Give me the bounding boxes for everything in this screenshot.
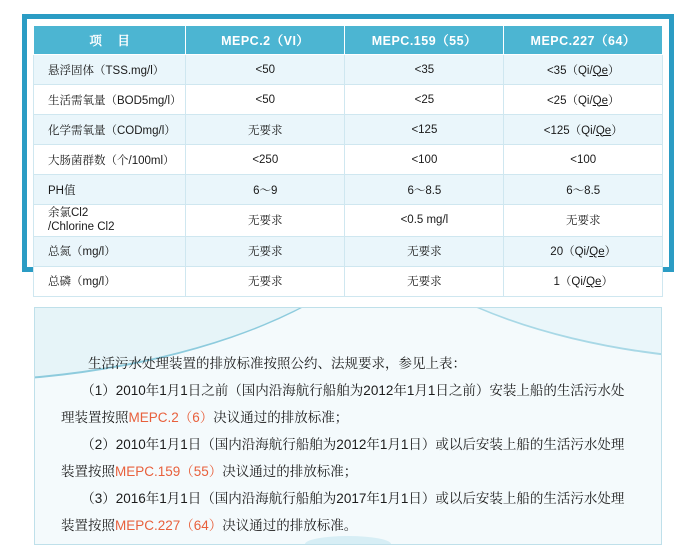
decorative-bottom-arc	[305, 536, 391, 545]
notes-item-2-post: 决议通过的排放标准；	[222, 464, 358, 479]
notes-item-1-pre: （1）2010年1月1日之前（国内沿海航行船舶为2012年1月1日之前）安装上船的生活污水处理装置按照	[61, 383, 625, 425]
cell-mepc159: 6～8.5	[345, 175, 504, 205]
cell-mepc227: <100	[504, 145, 663, 175]
discharge-standards-table	[33, 25, 663, 297]
cell-mepc227: 无要求	[504, 205, 663, 237]
column-header-mepc159: MEPC.159（55）	[345, 26, 504, 55]
notes-item-3-post: 决议通过的排放标准。	[222, 518, 358, 533]
cell-mepc2: 无要求	[186, 266, 345, 296]
notes-item-1	[61, 377, 635, 431]
notes-intro	[61, 350, 635, 377]
row-label: 余氯Cl2 /Chlorine Cl2	[34, 205, 186, 237]
row-label: 总氮（mg/l）	[34, 236, 186, 266]
cell-mepc227: <25（Qi/Qe）	[504, 85, 663, 115]
table-header-row	[34, 26, 663, 55]
cell-mepc159: 无要求	[345, 266, 504, 296]
cell-mepc2: <50	[186, 85, 345, 115]
notes-item-3	[61, 485, 635, 539]
notes-item-2-pre: （2）2010年1月1日（国内沿海航行船舶为2012年1月1日）或以后安装上船的生活污水处理装置按照	[61, 437, 625, 479]
cell-mepc227: <125（Qi/Qe）	[504, 115, 663, 145]
cell-mepc159: <125	[345, 115, 504, 145]
cell-mepc159: 无要求	[345, 236, 504, 266]
row-label: 悬浮固体（TSS.mg/l）	[34, 55, 186, 85]
table-row	[34, 266, 663, 296]
column-header-mepc2: MEPC.2（VI）	[186, 26, 345, 55]
notes-item-3-reference: MEPC.227（64）	[115, 518, 223, 533]
notes-intro-text: 生活污水处理装置的排放标准按照公约、法规要求，参见上表：	[88, 356, 466, 371]
cell-mepc2: 6～9	[186, 175, 345, 205]
table-row	[34, 175, 663, 205]
notes-card	[34, 307, 662, 545]
cell-mepc2: <250	[186, 145, 345, 175]
notes-item-1-reference: MEPC.2（6）	[128, 410, 214, 425]
discharge-standards-table-card	[22, 14, 674, 289]
row-label: PH值	[34, 175, 186, 205]
notes-item-3-pre: （3）2016年1月1日（国内沿海航行船舶为2017年1月1日）或以后安装上船的生活污水处理装置按照	[61, 491, 625, 533]
notes-item-2	[61, 431, 635, 485]
cell-mepc2: 无要求	[186, 205, 345, 237]
cell-mepc159: <100	[345, 145, 504, 175]
cell-mepc2: 无要求	[186, 115, 345, 145]
cell-mepc227: 6～8.5	[504, 175, 663, 205]
table-row	[34, 115, 663, 145]
row-label: 生活需氧量（BOD5mg/l）	[34, 85, 186, 115]
table-row	[34, 236, 663, 266]
table-row	[34, 205, 663, 237]
cell-mepc159: <35	[345, 55, 504, 85]
table-row	[34, 85, 663, 115]
notes-item-1-post: 决议通过的排放标准；	[213, 410, 349, 425]
cell-mepc159: <0.5 mg/l	[345, 205, 504, 237]
row-label: 大肠菌群数（个/100ml）	[34, 145, 186, 175]
column-header-item: 项 目	[34, 26, 186, 55]
cell-mepc159: <25	[345, 85, 504, 115]
cell-mepc2: 无要求	[186, 236, 345, 266]
column-header-mepc227: MEPC.227（64）	[504, 26, 663, 55]
row-label: 总磷（mg/l）	[34, 266, 186, 296]
cell-mepc2: <50	[186, 55, 345, 85]
cell-mepc227: <35（Qi/Qe）	[504, 55, 663, 85]
cell-mepc227: 20（Qi/Qe）	[504, 236, 663, 266]
notes-item-2-reference: MEPC.159（55）	[115, 464, 223, 479]
cell-mepc227: 1（Qi/Qe）	[504, 266, 663, 296]
row-label: 化学需氧量（CODmg/l）	[34, 115, 186, 145]
notes-body	[35, 308, 661, 539]
table-row	[34, 55, 663, 85]
table-row	[34, 145, 663, 175]
